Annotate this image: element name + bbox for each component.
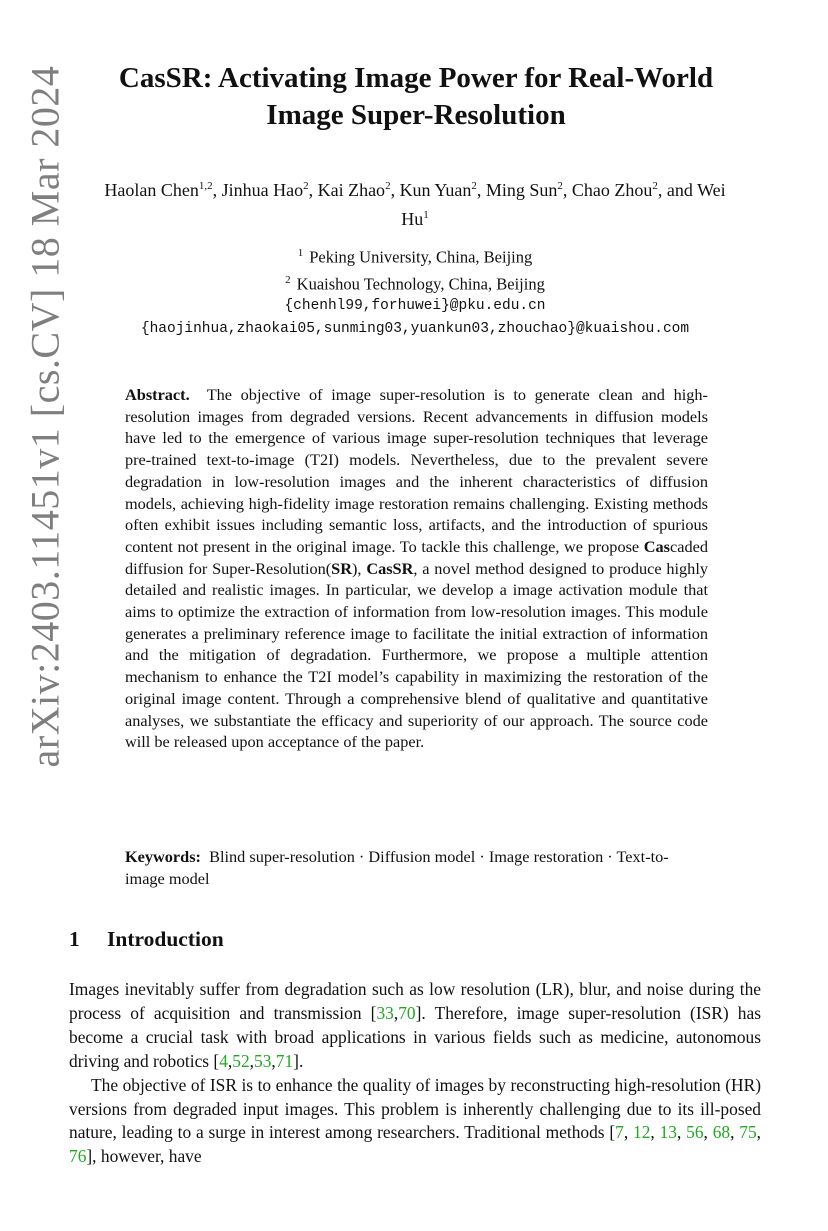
citation-link[interactable]: 76: [69, 1146, 87, 1167]
citation-link[interactable]: 12: [633, 1122, 651, 1143]
keywords-text: Blind super-resolution · Diffusion model · Image restoration · Text-to-image model: [125, 847, 669, 888]
arxiv-stamp-text: arXiv:2403.11451v1 [cs.CV] 18 Mar 2024: [22, 65, 68, 767]
citation-link[interactable]: 53: [254, 1050, 272, 1071]
email-kuaishou: {haojinhua,zhaokai05,sunming03,yuankun03,zhouchao}@kuaishou.com: [140, 321, 690, 337]
section-title: Introduction: [107, 927, 224, 951]
citation-link[interactable]: 56: [686, 1122, 704, 1143]
author-name: Jinhua Hao: [221, 180, 304, 200]
citation-link[interactable]: 33: [376, 1002, 394, 1023]
intro-text: ]. Therefore, image super-resolution (ISR) has become a crucial task with broad applications in various fields such as medicine, autonomous driving and robotics [: [69, 1002, 761, 1071]
citation-link[interactable]: 13: [659, 1122, 677, 1143]
abstract-text: caded diffusion for Super-Resolution(: [125, 536, 708, 578]
citation-link[interactable]: 71: [275, 1050, 294, 1071]
author-name: Chao Zhou: [571, 180, 653, 200]
abstract-label: Abstract.: [125, 385, 190, 404]
citation-link[interactable]: 70: [398, 1002, 416, 1023]
abstract-text: The objective of image super-resolution is to generate clean and high-resolution images from degraded versions. Recent advancements in diffusion models have led to the emergence of various image super-resolution techniques that leverage pre-trained text-to-image (T2I) models. Nevertheless, due to the prevalent severe degradation in low-resolution images and the inherent characteristics of diffusion models, achieving high-fidelity image restoration remains challenging. Existing methods often exhibit issues including semantic loss, artifacts, and the introduction of spurious content not present in the original image. To tackle this challenge, we propose: [125, 385, 708, 556]
method-name: CasSR: [366, 558, 414, 578]
intro-text: Images inevitably suffer from degradation such as low resolution (LR), blur, and noise during the process of acquisition and transmission [: [69, 979, 761, 1023]
author-separator: ,: [390, 180, 400, 200]
keywords: [125, 846, 708, 889]
author-separator: ,: [562, 180, 572, 200]
citation-link[interactable]: 7: [615, 1122, 624, 1143]
email-pku: {chenhl99,forhuwei}@pku.edu.cn: [284, 298, 546, 314]
citation-link[interactable]: 75: [739, 1122, 757, 1143]
intro-body: Images inevitably suffer from degradation such as low resolution (LR), blur, and noise during the process of acquisition and transmission [33,70]. Therefore, image super-resolution (ISR) has become a crucial task with broad applications in various fields such as medicine, autonomous driving and robotics [4,52,53,71]. The objective of ISR is to enhance the quality of images by reconstructing high-resolution (HR) versions from degraded input images. This problem is inherently challenging due to its ill-posed nature, leading to a surge in interest among researchers. Traditional methods [7, 12, 13, 56, 68, 75, 76], however, have: [69, 978, 761, 1169]
author-separator: , and: [657, 180, 698, 200]
author-affil-mark: 2: [471, 180, 477, 192]
author-affil-mark: 2: [303, 180, 309, 192]
intro-paragraph-2: The objective of ISR is to enhance the quality of images by reconstructing high-resolution (HR) versions from degraded input images. This problem is inherently challenging due to its ill-posed nature, leading to a surge in interest among researchers. Traditional methods [7, 12, 13, 56, 68, 75, 76], however, have: [69, 1074, 762, 1167]
intro-text: ].: [293, 1050, 304, 1071]
abstract-text: ),: [352, 558, 367, 578]
affiliation-line: [90, 269, 740, 296]
keywords-label: Keywords:: [125, 847, 201, 866]
paper-title: CasSR: Activating Image Power for Real-World Image Super-Resolution: [118, 62, 714, 131]
section-heading: [69, 927, 224, 952]
affiliation-block: [90, 242, 740, 341]
section-number: 1: [69, 927, 80, 951]
author-affil-mark: 1: [423, 209, 429, 221]
citation-link[interactable]: 68: [712, 1122, 731, 1143]
affiliation-mark: 1: [297, 247, 304, 259]
author-separator: ,: [308, 180, 318, 200]
intro-text: ], however, have: [86, 1146, 202, 1167]
author-affil-mark: 1,2: [198, 180, 213, 192]
author-name: Wei Hu: [401, 180, 726, 229]
abstract-emphasis: SR: [331, 558, 352, 578]
author-separator: ,: [476, 180, 486, 200]
author-separator: ,: [212, 180, 222, 200]
author-affil-mark: 2: [652, 180, 658, 192]
abstract-text: , a novel method designed to produce highly detailed and realistic images. In particular, we develop a image activation module that aims to optimize the extraction of information from low-resolution images. This module generates a preliminary reference image to facilitate the initial extraction of information and the mitigation of degradation. Furthermore, we propose a multiple attention mechanism to enhance the T2I model’s capability in maximizing the restoration of the original image content. Through a comprehensive blend of qualitative and quantitative analyses, we substantiate the efficacy and superiority of our approach. The source code will be released upon acceptance of the paper.: [125, 558, 708, 752]
affiliation-line: [90, 242, 740, 269]
citation-link[interactable]: 52: [232, 1050, 250, 1071]
author-name: Kun Yuan: [399, 180, 472, 200]
citation-link[interactable]: 4: [219, 1050, 228, 1071]
author-affil-mark: 2: [385, 180, 391, 192]
arxiv-stamp: [18, 63, 72, 769]
intro-text: The objective of ISR is to enhance the quality of images by reconstructing high-resolution (HR) versions from degraded input images. This problem is inherently challenging due to its ill-posed nature, leading to a surge in interest among researchers. Traditional methods [: [69, 1074, 761, 1143]
abstract: [125, 384, 708, 753]
author-name: Kai Zhao: [317, 180, 386, 200]
affiliation-text: Peking University, China, Beijing: [309, 247, 533, 267]
author-name: Haolan Chen: [104, 180, 199, 200]
author-list: [90, 174, 740, 232]
author-affil-mark: 2: [557, 180, 563, 192]
affiliation-text: Kuaishou Technology, China, Beijing: [296, 274, 545, 293]
affiliation-mark: 2: [285, 273, 291, 286]
abstract-emphasis: Cas: [643, 536, 671, 556]
author-name: Ming Sun: [485, 180, 558, 200]
